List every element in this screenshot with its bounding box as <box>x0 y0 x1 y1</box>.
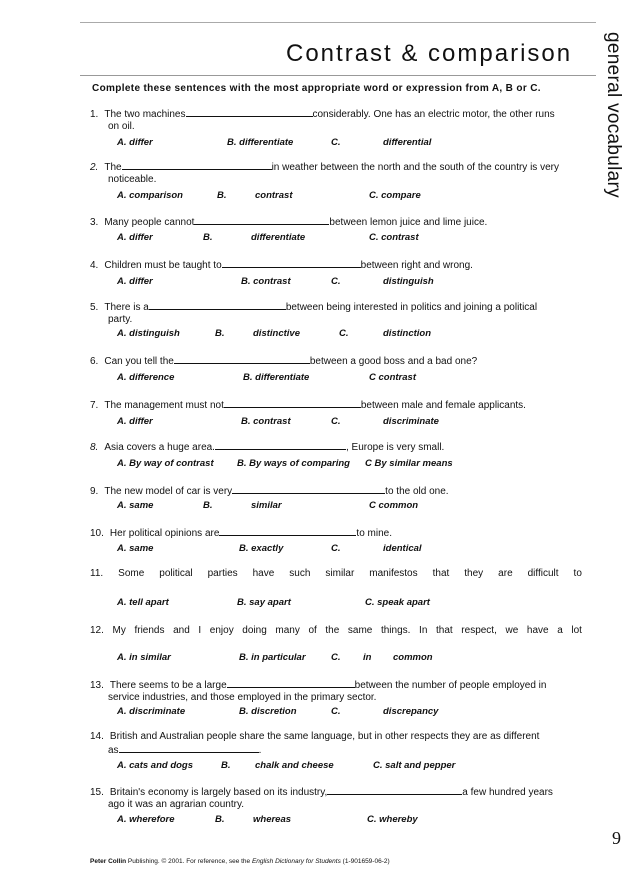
question-word: difficult <box>527 568 559 579</box>
question-number: 5. <box>90 302 99 313</box>
question-text-before: The <box>104 162 122 173</box>
answer-option[interactable]: C. <box>331 543 341 554</box>
question-line-2 <box>90 743 582 757</box>
question-word: My <box>112 625 126 636</box>
answer-option[interactable]: B. contrast <box>241 276 291 287</box>
answer-option[interactable]: C. contrast <box>369 232 419 243</box>
question-word: that <box>436 625 453 636</box>
answer-blank[interactable] <box>222 258 361 268</box>
side-label-text: general vocabulary <box>603 32 624 198</box>
question-word: they <box>464 568 484 579</box>
footer-text1: Publishing. © 2001. For reference, see the <box>126 858 252 865</box>
question-text-after: a few hundred years <box>462 787 553 798</box>
answer-option[interactable]: C contrast <box>369 372 416 383</box>
question-line <box>90 160 582 174</box>
question-text-cont: on oil. <box>108 121 135 132</box>
answer-option[interactable]: in <box>363 652 372 663</box>
answer-option[interactable]: distinguish <box>383 276 434 287</box>
question-word: and <box>173 625 190 636</box>
question-9 <box>90 484 582 498</box>
question-line <box>90 678 582 692</box>
question-text-before: British and Australian people share the same language, but in other respects they are as different <box>109 731 540 742</box>
question-text-after: between male and female applicants. <box>360 400 526 411</box>
question-line-2 <box>90 799 582 811</box>
answer-option[interactable]: A. differ <box>117 276 153 287</box>
question-line <box>90 258 582 272</box>
question-line <box>90 354 582 368</box>
question-number: 10. <box>90 528 104 539</box>
question-text-cont: party. <box>108 314 133 325</box>
answer-option[interactable]: B. <box>215 328 225 339</box>
answer-option[interactable]: distinction <box>383 328 432 339</box>
question-6 <box>90 354 582 368</box>
question-line <box>90 526 582 540</box>
answer-option[interactable]: B. By ways of comparing <box>237 458 350 469</box>
answer-option[interactable]: A. same <box>117 500 154 511</box>
answer-blank[interactable] <box>122 160 272 170</box>
answer-option[interactable]: B. contrast <box>241 416 291 427</box>
question-word: to <box>573 568 582 579</box>
answer-option[interactable]: B. <box>217 190 227 201</box>
question-word: I <box>198 625 202 636</box>
answer-option[interactable]: A. differ <box>117 232 153 243</box>
question-word: Some <box>118 568 145 579</box>
question-number: 3. <box>90 217 99 228</box>
question-word: enjoy <box>209 625 234 636</box>
page-number: 9 <box>612 828 621 848</box>
question-text-before: Her political opinions are <box>109 528 220 539</box>
answer-blank[interactable] <box>219 526 356 536</box>
answer-option[interactable]: discriminate <box>383 416 439 427</box>
answer-blank[interactable] <box>194 215 329 225</box>
question-12 <box>90 625 582 637</box>
answer-option[interactable]: whereas <box>253 814 292 825</box>
question-line-2 <box>90 121 582 133</box>
question-number: 14. <box>90 731 104 742</box>
question-line-2 <box>90 314 582 326</box>
answer-blank[interactable] <box>174 354 310 364</box>
answer-option[interactable]: C common <box>369 500 419 511</box>
question-text-before: Many people cannot <box>104 217 195 228</box>
question-word: friends <box>134 625 165 636</box>
question-word: such <box>289 568 311 579</box>
question-line-2 <box>90 692 582 704</box>
question-text-after: between right and wrong. <box>360 260 473 271</box>
answer-option[interactable]: A. cats and dogs <box>117 760 194 771</box>
answer-option[interactable]: C. whereby <box>367 814 418 825</box>
answer-option[interactable]: C. <box>331 276 341 287</box>
question-word: have <box>252 568 275 579</box>
answer-option[interactable]: distinctive <box>253 328 300 339</box>
answer-option[interactable]: A. differ <box>117 416 153 427</box>
answer-option[interactable]: A. wherefore <box>117 814 175 825</box>
question-text-cont: as <box>108 745 119 756</box>
question-line <box>90 300 582 314</box>
answer-option[interactable]: A. differ <box>117 137 153 148</box>
question-text-after: between the number of people employed in <box>354 680 547 691</box>
question-word: political <box>159 568 193 579</box>
question-3 <box>90 215 582 229</box>
answer-option[interactable]: C. <box>339 328 349 339</box>
question-number: 1. <box>90 109 99 120</box>
question-word: doing <box>242 625 267 636</box>
answer-blank[interactable] <box>327 785 462 795</box>
footer-publisher: Peter Collin <box>90 858 127 865</box>
question-word: that <box>432 568 450 579</box>
answer-option[interactable]: B. discretion <box>239 706 297 717</box>
question-4 <box>90 258 582 272</box>
question-text-before: Children must be taught to <box>104 260 222 271</box>
question-word: a <box>557 625 563 636</box>
footer <box>90 858 390 865</box>
question-13 <box>90 678 582 704</box>
question-line-2 <box>90 174 582 186</box>
question-text-cont: noticeable. <box>108 174 157 185</box>
answer-option[interactable]: C. <box>331 652 341 663</box>
question-text-before: The new model of car is very <box>104 486 233 497</box>
question-1 <box>90 107 582 133</box>
answer-option[interactable]: B. <box>215 814 225 825</box>
question-word: the <box>325 625 340 636</box>
question-text-after: considerably. One has an electric motor, the other runs <box>312 109 555 120</box>
question-word: we <box>505 625 519 636</box>
question-number: 15. <box>90 787 104 798</box>
answer-option[interactable]: discrepancy <box>383 706 439 717</box>
question-text <box>90 568 582 580</box>
question-text-before: The management must not <box>104 400 224 411</box>
answer-option[interactable]: C. <box>331 706 341 717</box>
question-text-cont: service industries, and those employed in the primary sector. <box>108 692 377 703</box>
answer-option[interactable]: C. <box>331 416 341 427</box>
question-text-cont: ago it was an agrarian country. <box>108 799 245 810</box>
answer-option[interactable]: B. say apart <box>237 597 291 608</box>
question-line <box>90 107 582 121</box>
answer-option[interactable]: differentiate <box>251 232 306 243</box>
question-text-before: The two machines <box>104 109 186 120</box>
title-rule <box>80 75 596 76</box>
answer-option[interactable]: B. in particular <box>239 652 306 663</box>
answer-blank[interactable] <box>232 484 385 494</box>
question-word: many <box>275 625 300 636</box>
answer-option[interactable]: B. differentiate <box>243 372 310 383</box>
answer-option[interactable]: contrast <box>255 190 293 201</box>
question-text-before: There seems to be a large <box>109 680 227 691</box>
question-text-after: to the old one. <box>385 486 449 497</box>
question-5 <box>90 300 582 326</box>
answer-option[interactable]: C. salt and pepper <box>373 760 456 771</box>
answer-option[interactable]: B. differentiate <box>227 137 294 148</box>
answer-option[interactable]: C. speak apart <box>365 597 430 608</box>
question-word: similar <box>325 568 355 579</box>
question-text-after: between being interested in politics and joining a political <box>285 302 538 313</box>
answer-option[interactable]: A. same <box>117 543 154 554</box>
answer-option[interactable]: identical <box>383 543 422 554</box>
question-text-after: between a good boss and a bad one? <box>309 356 478 367</box>
question-number: 11. <box>90 568 104 579</box>
question-number: 13. <box>90 680 104 691</box>
question-number: 7. <box>90 400 99 411</box>
question-text-before: Britain's economy is largely based on its industry, <box>109 787 328 798</box>
answer-option[interactable]: A. difference <box>117 372 175 383</box>
question-line <box>90 215 582 229</box>
question-text-before: Asia covers a huge area. <box>104 442 215 453</box>
question-word: In <box>419 625 428 636</box>
answer-option[interactable]: B. <box>221 760 231 771</box>
question-word: are <box>498 568 513 579</box>
question-number: 8. <box>90 442 99 453</box>
answer-blank[interactable] <box>215 440 346 450</box>
question-word: manifestos <box>369 568 418 579</box>
question-text-after: in weather between the north and the south of the country is very <box>271 162 559 173</box>
question-word: lot <box>571 625 582 636</box>
answer-option[interactable]: B. <box>203 232 213 243</box>
question-line <box>90 440 582 454</box>
answer-blank[interactable] <box>119 743 259 753</box>
question-word: respect, <box>461 625 497 636</box>
question-text-before: There is a <box>104 302 149 313</box>
question-word: things. <box>380 625 411 636</box>
side-label <box>588 32 628 222</box>
question-line <box>90 484 582 498</box>
answer-option[interactable]: chalk and cheese <box>255 760 334 771</box>
question-word: parties <box>207 568 238 579</box>
answer-option[interactable]: C By similar means <box>365 458 453 469</box>
page-title: Contrast & comparison <box>286 40 573 67</box>
question-line <box>90 731 582 743</box>
answer-option[interactable]: B. <box>203 500 213 511</box>
question-line <box>90 785 582 799</box>
question-number: 9. <box>90 486 99 497</box>
answer-blank[interactable] <box>149 300 286 310</box>
answer-option[interactable]: A. By way of contrast <box>117 458 214 469</box>
answer-option[interactable]: A. in similar <box>117 652 171 663</box>
question-8 <box>90 440 582 454</box>
question-text-before: Can you tell the <box>104 356 174 367</box>
answer-blank[interactable] <box>227 678 355 688</box>
question-7 <box>90 398 582 412</box>
question-line <box>90 398 582 412</box>
footer-book: English Dictionary for Students <box>251 858 341 865</box>
question-text-after: to mine. <box>356 528 392 539</box>
question-14 <box>90 731 582 757</box>
question-10 <box>90 526 582 540</box>
question-text-after: between lemon juice and lime juice. <box>329 217 488 228</box>
question-number: 4. <box>90 260 99 271</box>
question-text-after: , Europe is very small. <box>345 442 445 453</box>
question-word: same <box>347 625 373 636</box>
question-text <box>90 625 582 637</box>
answer-option[interactable]: A. discriminate <box>117 706 186 717</box>
footer-text2: (1-901659-06-2) <box>340 858 390 865</box>
question-number: 6. <box>90 356 99 367</box>
answer-option[interactable]: C. <box>331 137 341 148</box>
top-rule <box>80 22 596 23</box>
answer-option[interactable]: A. distinguish <box>117 328 180 339</box>
answer-option[interactable]: common <box>393 652 433 663</box>
question-number: 12. <box>90 625 104 636</box>
question-2 <box>90 160 582 186</box>
question-word: have <box>526 625 549 636</box>
answer-blank[interactable] <box>186 107 313 117</box>
question-11 <box>90 568 582 580</box>
question-word: of <box>308 625 317 636</box>
answer-option[interactable]: B. exactly <box>239 543 284 554</box>
question-15 <box>90 785 582 811</box>
answer-option[interactable]: C. compare <box>369 190 421 201</box>
answer-option[interactable]: similar <box>251 500 282 511</box>
instructions: Complete these sentences with the most appropriate word or expression from A, B or C. <box>92 83 541 94</box>
answer-option[interactable]: differential <box>383 137 432 148</box>
answer-blank[interactable] <box>224 398 361 408</box>
answer-option[interactable]: A. tell apart <box>117 597 169 608</box>
question-number: 2. <box>90 162 99 173</box>
question-text-after: . <box>258 745 262 756</box>
answer-option[interactable]: A. comparison <box>117 190 183 201</box>
